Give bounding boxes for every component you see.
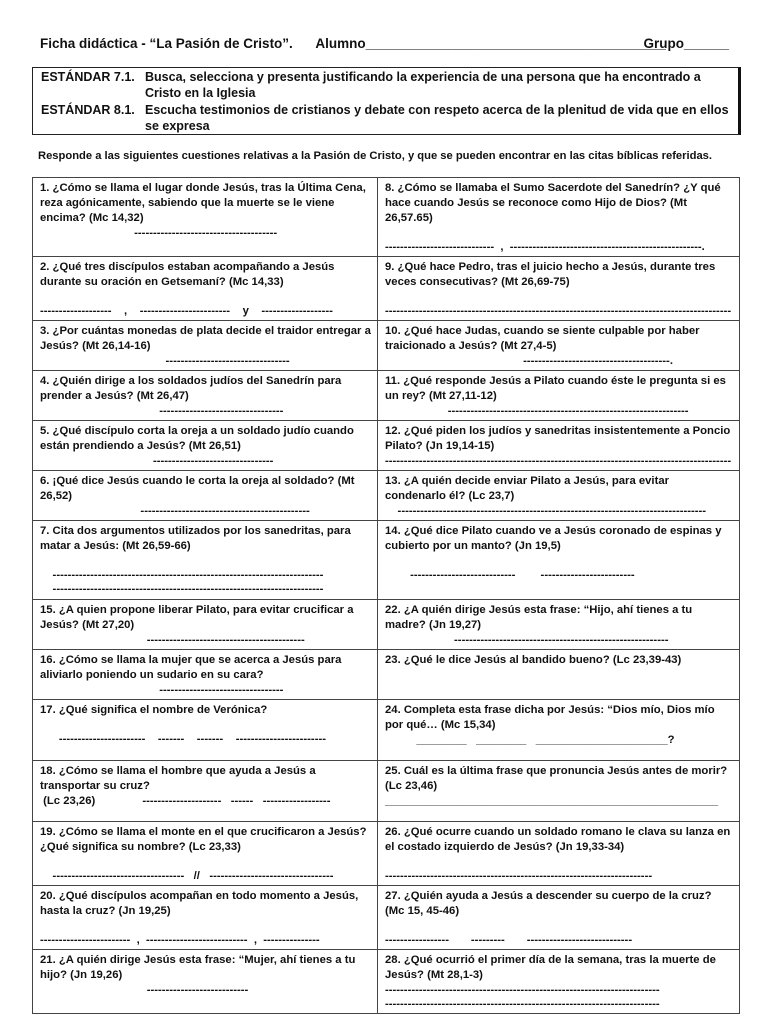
question-cell — [33, 886, 378, 950]
question-text: 17. ¿Qué significa el nombre de Verónica? — [40, 704, 268, 716]
question-text: 3. ¿Por cuántas monedas de plata decide el traidor entregar a Jesús? (Mt 26,14-16) — [40, 325, 371, 352]
answer-line[interactable]: --------------------------------- — [40, 405, 284, 417]
answer-line[interactable]: (Lc 23,26) --------------------- ------ ------------------ — [40, 795, 331, 807]
question-text: 14. ¿Qué dice Pilato cuando ve a Jesús coronado de espinas y cubierto por un manto? (Jn 19,5) — [385, 525, 722, 552]
answer-line[interactable]: ----------------------------------- // --------------------------------- — [52, 870, 334, 882]
question-text: 12. ¿Qué piden los judíos y sanedritas insistentemente a Poncio Pilato? (Jn 19,14-15) — [385, 425, 731, 452]
answer-line[interactable]: _____________________________________________________ — [385, 795, 718, 807]
question-cell — [378, 600, 740, 650]
question-text: 5. ¿Qué discípulo corta la oreja a un soldado judío cuando están prendiendo a Jesús? (Mt 26,51) — [40, 425, 354, 452]
question-cell — [33, 650, 378, 700]
question-cell — [378, 421, 740, 471]
standard-text: Busca, selecciona y presenta justificando la experiencia de una persona que ha encontrado a Cristo en la Iglesia — [145, 70, 701, 100]
question-text: 22. ¿A quién dirige Jesús esta frase: “Hijo, ahí tienes a tu madre? (Jn 19,27) — [385, 604, 693, 631]
answer-line[interactable]: --------------------------- — [40, 984, 249, 996]
answer-line[interactable]: ----------------- --------- ---------------------------- — [385, 934, 633, 946]
worksheet-header — [40, 36, 735, 51]
question-cell — [378, 371, 740, 421]
question-cell — [33, 600, 378, 650]
question-text: 24. Completa esta frase dicha por Jesús: “Dios mío, Dios mío por qué… (Mc 15,34) — [385, 704, 715, 731]
question-text: 4. ¿Quién dirige a los soldados judíos del Sanedrín para prender a Jesús? (Mt 26,47) — [40, 375, 342, 402]
answer-line[interactable]: ________ ________ _____________________? — [385, 734, 675, 746]
answer-line[interactable]: ---------------------------------------. — [385, 355, 673, 367]
question-cell — [33, 421, 378, 471]
question-row — [33, 650, 740, 700]
answer-line[interactable]: ------------------- , ------------------------ y ------------------- — [40, 305, 333, 317]
group-field[interactable]: Grupo______ — [643, 36, 729, 51]
question-row — [33, 950, 740, 1014]
question-cell — [378, 521, 740, 600]
answer-line[interactable]: ------------------------------------------ — [40, 634, 305, 646]
question-cell — [378, 321, 740, 371]
standard-text: Escucha testimonios de cristianos y debate con respeto acerca de la plenitud de vida que en ellos se expresa — [145, 103, 729, 133]
question-row — [33, 886, 740, 950]
answer-line[interactable]: --------------------------------------------------------- — [385, 634, 669, 646]
standard-code: ESTÁNDAR 7.1. — [41, 70, 135, 84]
question-row — [33, 257, 740, 321]
question-row — [33, 822, 740, 886]
question-row — [33, 371, 740, 421]
question-text: 1. ¿Cómo se llama el lugar donde Jesús, tras la Última Cena, reza agónicamente, sabiendo que la muerte se le viene encima? (Mc 14,32) — [40, 182, 366, 224]
question-cell — [378, 761, 740, 822]
question-text: 20. ¿Qué discípulos acompañan en todo momento a Jesús, hasta la cruz? (Jn 19,25) — [40, 890, 359, 917]
question-row — [33, 521, 740, 600]
standards-box — [32, 67, 741, 135]
question-row — [33, 321, 740, 371]
question-text: 16. ¿Cómo se llama la mujer que se acerca a Jesús para aliviarlo poniendo un sudario en su cara? — [40, 654, 342, 681]
answer-line[interactable]: ---------------------------- ------------------------- — [410, 569, 635, 581]
question-text: 27. ¿Quién ayuda a Jesús a descender su cuerpo de la cruz? (Mc 15, 45-46) — [385, 890, 712, 917]
question-cell — [378, 822, 740, 886]
question-text: 25. Cuál es la última frase que pronuncia Jesús antes de morir? (Lc 23,46) — [385, 765, 728, 792]
question-text: 26. ¿Qué ocurre cuando un soldado romano le clava su lanza en el costado izquierdo de Jesús? (Jn 19,33-34) — [385, 826, 731, 853]
standard-code: ESTÁNDAR 8.1. — [41, 103, 135, 117]
question-text: 13. ¿A quién decide enviar Pilato a Jesús, para evitar condenarlo él? (Lc 23,7) — [385, 475, 670, 502]
answer-line[interactable]: ------------------------------------------------------------------------ ------------------------------------------------------------------------ — [52, 569, 324, 595]
question-text: 21. ¿A quién dirige Jesús esta frase: “Mujer, ahí tienes a tu hijo? (Jn 19,26) — [40, 954, 356, 981]
answer-line[interactable]: -------------------------------------------------------------------------------------------- — [385, 455, 732, 467]
question-row — [33, 178, 740, 257]
answer-line[interactable]: -------------------------------- — [40, 455, 274, 467]
question-row — [33, 471, 740, 521]
question-text: 2. ¿Qué tres discípulos estaban acompañando a Jesús durante su oración en Getsemaní? (Mc 14,33) — [40, 261, 335, 288]
question-text: 9. ¿Qué hace Pedro, tras el juicio hecho a Jesús, durante tres veces consecutivas? (Mt 26,69-75) — [385, 261, 716, 288]
questions-table — [32, 177, 740, 1014]
question-cell — [378, 886, 740, 950]
question-cell — [33, 950, 378, 1014]
answer-line[interactable]: --------------------------------- — [40, 355, 290, 367]
question-text: 11. ¿Qué responde Jesús a Pilato cuando éste le pregunta si es un rey? (Mt 27,11-12) — [385, 375, 726, 402]
question-text: 23. ¿Qué le dice Jesús al bandido bueno? (Lc 23,39-43) — [385, 654, 682, 666]
answer-line[interactable]: --------------------------------- — [40, 684, 284, 696]
question-cell — [33, 761, 378, 822]
instructions: Responde a las siguientes cuestiones relativas a la Pasión de Cristo, y que se pueden encontrar en las citas bíblicas referidas. — [38, 150, 712, 162]
question-text: 10. ¿Qué hace Judas, cuando se siente culpable por haber traicionado a Jesús? (Mt 27,4-5) — [385, 325, 700, 352]
question-cell — [33, 371, 378, 421]
question-cell — [378, 650, 740, 700]
answer-line[interactable]: -------------------------------------------------------------------------------------------- — [385, 305, 732, 317]
answer-line[interactable]: ------------------------ , --------------------------- , --------------- — [40, 934, 320, 946]
question-row — [33, 421, 740, 471]
question-cell — [378, 471, 740, 521]
answer-line[interactable]: ---------------------------------------------------------------------------------- — [385, 505, 707, 517]
question-cell — [33, 471, 378, 521]
question-text: 19. ¿Cómo se llama el monte en el que crucificaron a Jesús? ¿Qué significa su nombre? (Lc 23,33) — [40, 826, 367, 853]
answer-line[interactable]: ----------------------------------------------------------------------- — [385, 870, 653, 882]
answer-line[interactable]: ------------------------------------------------------------------------- ------------------------------------------------------------------------- — [385, 984, 660, 1010]
question-cell — [33, 521, 378, 600]
question-cell — [33, 257, 378, 321]
answer-line[interactable]: --------------------------------------------- — [40, 505, 310, 517]
question-row — [33, 600, 740, 650]
question-cell — [378, 178, 740, 257]
question-row — [33, 700, 740, 761]
question-cell — [33, 700, 378, 761]
question-text: 7. Cita dos argumentos utilizados por los sanedritas, para matar a Jesús: (Mt 26,59-66) — [40, 525, 351, 552]
worksheet-title: Ficha didáctica - “La Pasión de Cristo”. — [40, 36, 293, 51]
question-text: 8. ¿Cómo se llamaba el Sumo Sacerdote del Sanedrín? ¿Y qué hace cuando Jesús se reconoce como Hijo de Dios? (Mt 26,57.65) — [385, 182, 721, 224]
student-name-field[interactable]: Alumno________________________________________ — [315, 36, 666, 51]
question-cell — [33, 321, 378, 371]
question-text: 6. ¡Qué dice Jesús cuando le corta la oreja al soldado? (Mt 26,52) — [40, 475, 355, 502]
question-text: 15. ¿A quien propone liberar Pilato, para evitar crucificar a Jesús? (Mt 27,20) — [40, 604, 354, 631]
question-text: 28. ¿Qué ocurrió el primer día de la semana, tras la muerte de Jesús? (Mt 28,1-3) — [385, 954, 716, 981]
answer-line[interactable]: -------------------------------------- — [40, 227, 278, 239]
question-cell — [378, 700, 740, 761]
question-cell — [33, 178, 378, 257]
answer-line[interactable]: ----------------------- ------- ------- ------------------------ — [58, 733, 326, 745]
question-row — [33, 761, 740, 822]
question-text: 18. ¿Cómo se llama el hombre que ayuda a Jesús a transportar su cruz? — [40, 765, 316, 792]
answer-line[interactable]: ---------------------------------------------------------------- — [385, 405, 689, 417]
question-cell — [378, 950, 740, 1014]
answer-line[interactable]: ----------------------------- , ---------------------------------------------------. — [385, 241, 705, 253]
question-cell — [33, 822, 378, 886]
question-cell — [378, 257, 740, 321]
